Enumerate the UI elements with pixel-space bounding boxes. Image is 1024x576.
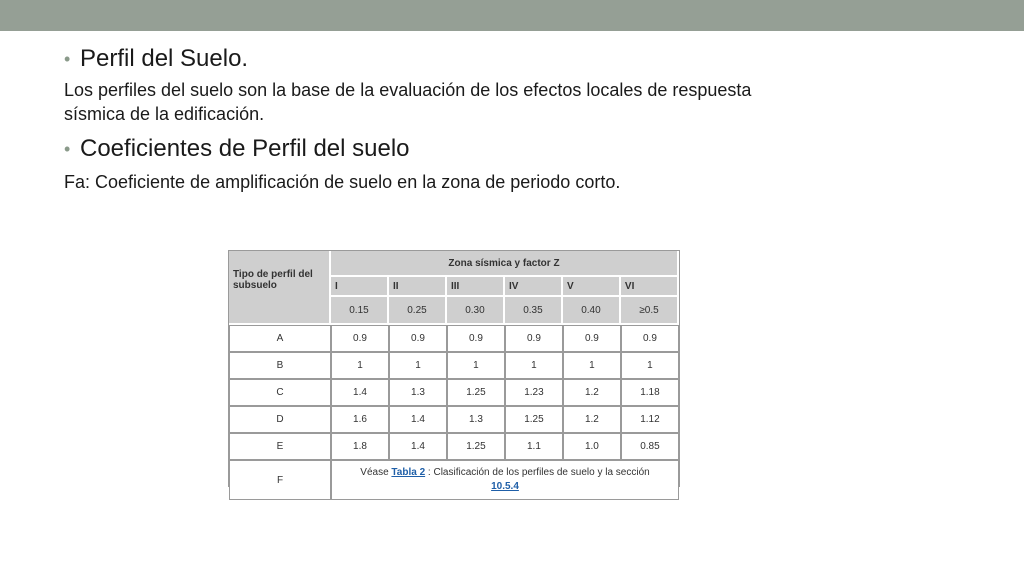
note-prefix: Véase — [360, 467, 392, 478]
table-row — [229, 325, 679, 352]
paragraph-1: Los perfiles del suelo son la base de la evaluación de los efectos locales de respuesta sísmica de la edificación. — [64, 80, 752, 124]
soil-factor-table — [228, 250, 680, 492]
bullet-dot-icon: • — [64, 49, 71, 69]
zone-label: I — [331, 277, 389, 297]
table-cell: 0.9 — [331, 325, 389, 352]
note-middle: : Clasificación de los perfiles de suelo y la sección — [425, 467, 650, 478]
z-value: 0.15 — [331, 297, 389, 325]
z-value: 0.40 — [563, 297, 621, 325]
table-cell: 1.8 — [331, 433, 389, 460]
table-cell: 1.4 — [389, 433, 447, 460]
table-cell: 1.3 — [447, 406, 505, 433]
bullet-dot-icon: • — [64, 139, 71, 159]
row-label: D — [229, 406, 331, 433]
table-cell: 1.6 — [331, 406, 389, 433]
zone-label: VI — [621, 277, 679, 297]
profile-header: Tipo de perfil del subsuelo — [229, 251, 331, 325]
row-label: F — [229, 460, 331, 500]
bullet-perfil-del-suelo — [64, 44, 964, 74]
table-cell: 1 — [621, 352, 679, 379]
table-cell: 1.12 — [621, 406, 679, 433]
zone-label: II — [389, 277, 447, 297]
table-cell: 1.25 — [447, 433, 505, 460]
table-cell: 1.0 — [563, 433, 621, 460]
zone-label: IV — [505, 277, 563, 297]
z-value: 0.30 — [447, 297, 505, 325]
table-row — [229, 433, 679, 460]
table-cell: 1.4 — [331, 379, 389, 406]
table-cell: 1.25 — [447, 379, 505, 406]
table-cell: 0.9 — [447, 325, 505, 352]
table-cell: 1.1 — [505, 433, 563, 460]
zone-label: V — [563, 277, 621, 297]
section-10-5-4-link[interactable]: 10.5.4 — [491, 481, 519, 492]
slide-content — [64, 44, 964, 194]
bullet-2-text: Coeficientes de Perfil del suelo — [80, 135, 410, 162]
table-cell: 1.18 — [621, 379, 679, 406]
row-label: B — [229, 352, 331, 379]
table-row-f — [229, 460, 679, 500]
table-cell: 0.9 — [563, 325, 621, 352]
table-cell: 0.9 — [389, 325, 447, 352]
table-cell: 1.4 — [389, 406, 447, 433]
row-label: E — [229, 433, 331, 460]
table-cell: 0.9 — [505, 325, 563, 352]
z-value: 0.25 — [389, 297, 447, 325]
table-cell: 1.2 — [563, 406, 621, 433]
bullet-1-text: Perfil del Suelo. — [80, 45, 249, 72]
table-cell: 1 — [389, 352, 447, 379]
table-cell: 1 — [563, 352, 621, 379]
table-cell: 0.85 — [621, 433, 679, 460]
table-cell: 1.23 — [505, 379, 563, 406]
table-row — [229, 406, 679, 433]
z-value: ≥0.5 — [621, 297, 679, 325]
table-cell: 1.25 — [505, 406, 563, 433]
tabla-2-link[interactable]: Tabla 2 — [391, 467, 426, 478]
table-cell: 0.9 — [621, 325, 679, 352]
row-f-note — [331, 460, 679, 500]
row-label: C — [229, 379, 331, 406]
row-label: A — [229, 325, 331, 352]
z-value: 0.35 — [505, 297, 563, 325]
table-cell: 1 — [447, 352, 505, 379]
top-bar — [0, 0, 1024, 31]
table-cell: 1.3 — [389, 379, 447, 406]
table-row — [229, 352, 679, 379]
table-cell: 1 — [505, 352, 563, 379]
table-cell: 1.2 — [563, 379, 621, 406]
paragraph-2: Fa: Coeficiente de amplificación de suelo en la zona de periodo corto. — [64, 172, 621, 192]
table-cell: 1 — [331, 352, 389, 379]
zone-header: Zona sísmica y factor Z — [331, 251, 679, 277]
table-row — [229, 379, 679, 406]
bullet-coeficientes — [64, 134, 964, 164]
zone-label: III — [447, 277, 505, 297]
